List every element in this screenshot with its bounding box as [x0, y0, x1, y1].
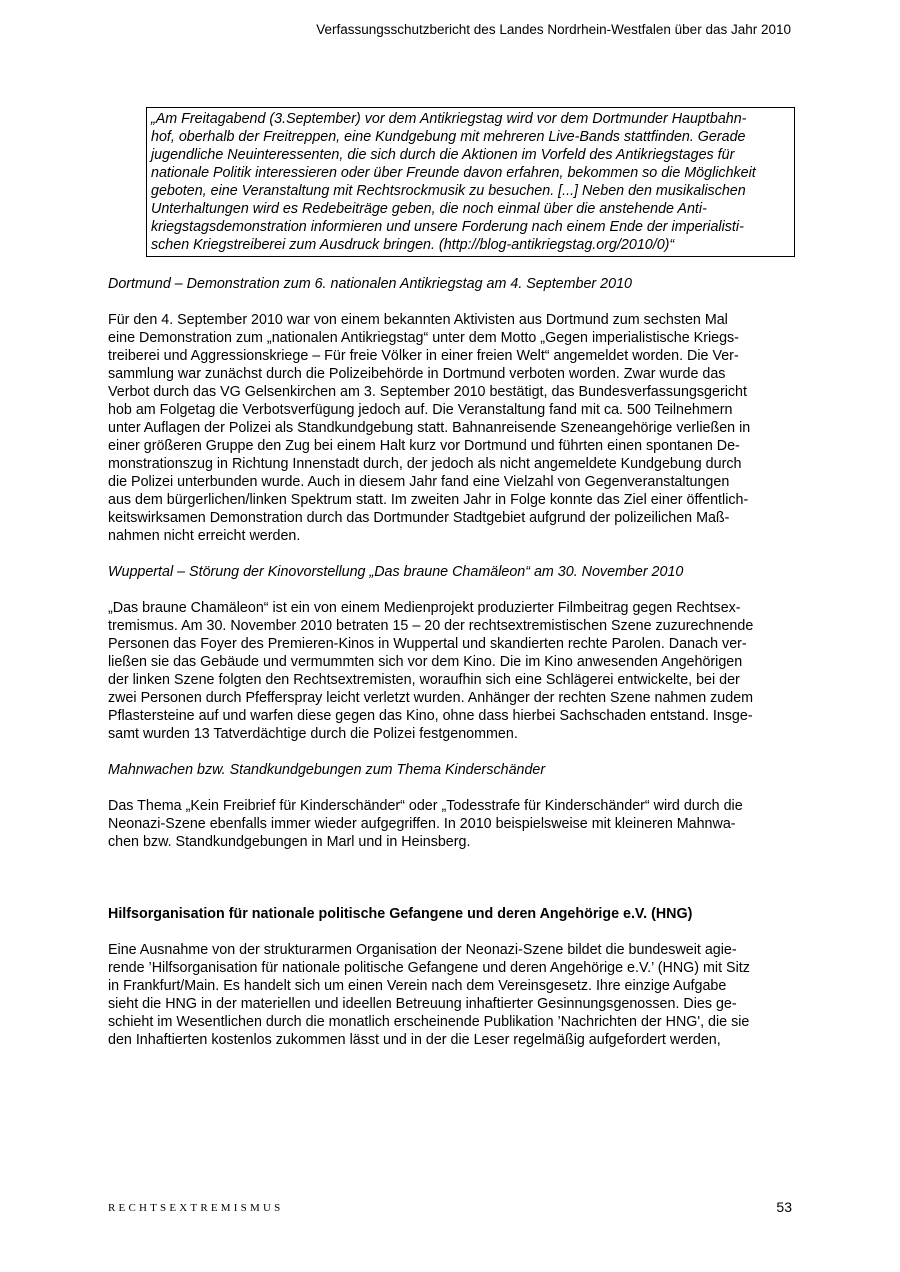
text-line: unter Auflagen der Polizei als Standkundgebung statt. Bahnanreisende Szeneangehörige verließen in [108, 420, 751, 436]
text-line: Für den 4. September 2010 war von einem bekannten Aktivisten aus Dortmund zum sechsten Mal [108, 312, 728, 328]
subheading-wuppertal: Wuppertal – Störung der Kinovorstellung „Das braune Chamäleon“ am 30. November 2010 [108, 564, 684, 580]
text-line: zwei Personen durch Pfefferspray leicht verletzt wurden. Anhänger der rechten Szene nahmen zudem [108, 690, 754, 706]
subheading-dortmund: Dortmund – Demonstration zum 6. nationalen Antikriegstag am 4. September 2010 [108, 276, 632, 292]
text-line: der linken Szene folgten den Rechtsextremisten, woraufhin sich eine Schlägerei entwickelte, bei der [108, 672, 740, 688]
text-line: nahmen nicht erreicht werden. [108, 528, 301, 544]
text-line: sieht die HNG in der materiellen und ideellen Betreuung inhaftierter Gesinnungsgenossen. Dies ge- [108, 996, 737, 1012]
text-line: die Polizei unterbunden wurde. Auch in diesem Jahr fand eine Vielzahl von Gegenveranstaltungen [108, 474, 730, 490]
text-line: den Inhaftierten kostenlos zukommen lässt und in der die Leser regelmäßig aufgefordert werden, [108, 1032, 721, 1048]
footer-section-label: RECHTSEXTREMISMUS [108, 1202, 284, 1214]
text-line: sammlung war zunächst durch die Polizeibehörde in Dortmund verboten worden. Zwar wurde das [108, 366, 726, 382]
quote-line: Unterhaltungen wird es Redebeiträge geben, die noch einmal über die anstehende Anti- [151, 201, 707, 217]
text-line: keitswirksamen Demonstration durch das Dortmunder Stadtgebiet aufgrund der polizeilichen Maß- [108, 510, 730, 526]
quote-line: geboten, eine Veranstaltung mit Rechtsrockmusik zu besuchen. [...] Neben den musikalischen [151, 183, 746, 199]
page-number: 53 [776, 1199, 792, 1215]
text-line: Verbot durch das VG Gelsenkirchen am 3. September 2010 bestätigt, das Bundesverfassungsgericht [108, 384, 747, 400]
section-heading-hng: Hilfsorganisation für nationale politische Gefangene und deren Angehörige e.V. (HNG) [108, 906, 693, 922]
text-line: ließen sie das Gebäude und vermummten sich vor dem Kino. Die im Kino anwesenden Angehörigen [108, 654, 743, 670]
subheading-mahnwachen: Mahnwachen bzw. Standkundgebungen zum Thema Kinderschänder [108, 762, 546, 778]
quote-line: hof, oberhalb der Freitreppen, eine Kundgebung mit mehreren Live-Bands stattfinden. Gerade [151, 129, 746, 145]
text-line: „Das braune Chamäleon“ ist ein von einem Medienprojekt produzierter Filmbeitrag gegen Rechtsex- [108, 600, 741, 616]
paragraph-wuppertal [108, 599, 792, 743]
text-line: Das Thema „Kein Freibrief für Kinderschänder“ oder „Todesstrafe für Kinderschänder“ wird durch die [108, 798, 743, 814]
paragraph-mahnwachen [108, 797, 792, 851]
text-line: in Frankfurt/Main. Es handelt sich um einen Verein nach dem Vereinsgesetz. Ihre einzige Aufgabe [108, 978, 727, 994]
running-header: Verfassungsschutzbericht des Landes Nordrhein-Westfalen über das Jahr 2010 [316, 22, 791, 37]
text-line: rende ’Hilfsorganisation für nationale politische Gefangene und deren Angehörige e.V.’ (HNG) mit Sitz [108, 960, 750, 976]
quote-line: nationale Politik interessieren oder über Freunde davon erfahren, bekommen so die Möglichkeit [151, 165, 756, 181]
paragraph-dortmund [108, 311, 792, 545]
text-line: treiberei und Aggressionskriege – Für freie Völker in einer freien Welt“ angemeldet worden. Die Ver- [108, 348, 739, 364]
quote-line: kriegstagsdemonstration informieren und unsere Forderung nach einem Ende der imperialisti- [151, 219, 744, 235]
text-line: samt wurden 13 Tatverdächtige durch die Polizei festgenommen. [108, 726, 518, 742]
quote-box [146, 107, 795, 257]
quote-line: „Am Freitagabend (3.September) vor dem Antikriegstag wird vor dem Dortmunder Hauptbahn- [151, 111, 747, 127]
text-line: monstrationszug in Richtung Innenstadt durch, der jedoch als nicht angemeldete Kundgebung durch [108, 456, 742, 472]
quote-line: schen Kriegstreiberei zum Ausdruck bringen. (http://blog-antikriegstag.org/2010/0)“ [151, 237, 675, 253]
text-line: hob am Folgetag die Verbotsverfügung jedoch auf. Die Veranstaltung fand mit ca. 500 Teilnehmern [108, 402, 733, 418]
text-line: chen bzw. Standkundgebungen in Marl und in Heinsberg. [108, 834, 471, 850]
text-line: Personen das Foyer des Premieren-Kinos in Wuppertal und skandierten rechte Parolen. Danach ver- [108, 636, 747, 652]
paragraph-hng [108, 941, 792, 1049]
body-content [108, 275, 792, 1049]
text-line: Pflastersteine auf und warfen diese gegen das Kino, ohne dass hierbei Sachschaden entstand. Insge- [108, 708, 753, 724]
quote-line: jugendliche Neuinteressenten, die sich durch die Aktionen im Vorfeld des Antikriegstages für [151, 147, 735, 163]
text-line: Neonazi-Szene ebenfalls immer wieder aufgegriffen. In 2010 beispielsweise mit kleineren Mahnwa- [108, 816, 736, 832]
text-line: einer größeren Gruppe den Zug bei einem Halt kurz vor Dortmund und führten einen spontanen De- [108, 438, 740, 454]
text-line: Eine Ausnahme von der strukturarmen Organisation der Neonazi-Szene bildet die bundesweit agie- [108, 942, 737, 958]
text-line: eine Demonstration zum „nationalen Antikriegstag“ unter dem Motto „Gegen imperialistische Kriegs- [108, 330, 739, 346]
text-line: tremismus. Am 30. November 2010 betraten 15 – 20 der rechtsextremistischen Szene zuzurechnende [108, 618, 754, 634]
text-line: aus dem bürgerlichen/linken Spektrum statt. Im zweiten Jahr in Folge konnte das Ziel einer öffentlich- [108, 492, 749, 508]
text-line: schieht im Wesentlichen durch die monatlich erscheinende Publikation ’Nachrichten der HNG', die sie [108, 1014, 750, 1030]
